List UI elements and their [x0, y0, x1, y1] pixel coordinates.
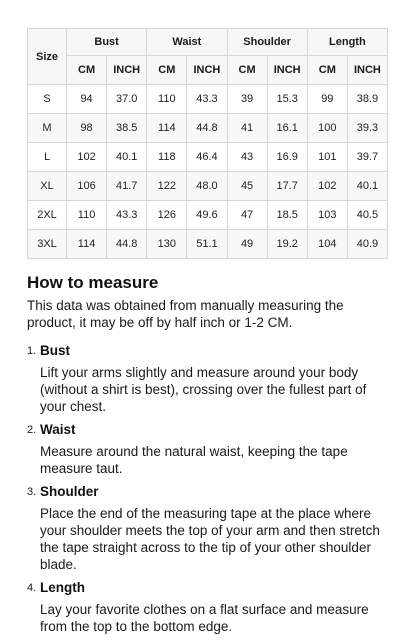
value-cell: 43.3 [187, 85, 227, 114]
value-cell: 106 [67, 172, 107, 201]
unit-header: CM [67, 56, 107, 85]
value-cell: 40.1 [107, 143, 147, 172]
unit-header: CM [147, 56, 187, 85]
value-cell: 100 [307, 114, 347, 143]
measure-steps-list [27, 342, 392, 635]
size-cell: XL [28, 172, 67, 201]
table-row [28, 230, 388, 259]
step-title: Bust [40, 343, 70, 358]
step-description: Place the end of the measuring tape at the place where your shoulder meets the top of your arm and then stretch the tape straight across to the tip of your other shoulder blade. [40, 506, 380, 572]
value-cell: 40.5 [347, 201, 387, 230]
value-cell: 40.1 [347, 172, 387, 201]
value-cell: 18.5 [267, 201, 307, 230]
value-cell: 114 [147, 114, 187, 143]
value-cell: 17.7 [267, 172, 307, 201]
step-title: Waist [40, 422, 76, 437]
list-item [27, 483, 392, 573]
value-cell: 41 [227, 114, 267, 143]
value-cell: 16.9 [267, 143, 307, 172]
value-cell: 38.9 [347, 85, 387, 114]
size-cell: S [28, 85, 67, 114]
step-number: 4. [27, 582, 37, 594]
value-cell: 39.3 [347, 114, 387, 143]
value-cell: 51.1 [187, 230, 227, 259]
waist-group-header: Waist [147, 29, 227, 56]
table-row [28, 114, 388, 143]
size-chart-table [27, 28, 388, 259]
value-cell: 39.7 [347, 143, 387, 172]
unit-header: INCH [347, 56, 387, 85]
value-cell: 44.8 [107, 230, 147, 259]
value-cell: 38.5 [107, 114, 147, 143]
step-title: Shoulder [40, 484, 99, 499]
length-group-header: Length [307, 29, 387, 56]
step-description: Lay your favorite clothes on a flat surface and measure from the top to the bottom edge. [40, 602, 369, 634]
table-row [28, 172, 388, 201]
step-description: Lift your arms slightly and measure around your body (without a shirt is best), crossing over the fullest part of your chest. [40, 365, 367, 414]
table-row [28, 201, 388, 230]
value-cell: 41.7 [107, 172, 147, 201]
size-column-header: Size [28, 29, 67, 85]
value-cell: 122 [147, 172, 187, 201]
value-cell: 98 [67, 114, 107, 143]
value-cell: 43.3 [107, 201, 147, 230]
shoulder-group-header: Shoulder [227, 29, 307, 56]
value-cell: 37.0 [107, 85, 147, 114]
value-cell: 44.8 [187, 114, 227, 143]
unit-header: CM [307, 56, 347, 85]
value-cell: 45 [227, 172, 267, 201]
size-cell: M [28, 114, 67, 143]
value-cell: 102 [67, 143, 107, 172]
value-cell: 15.3 [267, 85, 307, 114]
value-cell: 94 [67, 85, 107, 114]
value-cell: 39 [227, 85, 267, 114]
size-cell: 2XL [28, 201, 67, 230]
value-cell: 49 [227, 230, 267, 259]
value-cell: 43 [227, 143, 267, 172]
value-cell: 103 [307, 201, 347, 230]
value-cell: 110 [67, 201, 107, 230]
how-to-measure-section [27, 272, 392, 641]
unit-header-row [28, 56, 388, 85]
unit-header: INCH [187, 56, 227, 85]
value-cell: 104 [307, 230, 347, 259]
section-title: How to measure [27, 273, 159, 292]
step-title: Length [40, 580, 85, 595]
value-cell: 130 [147, 230, 187, 259]
value-cell: 102 [307, 172, 347, 201]
value-cell: 47 [227, 201, 267, 230]
unit-header: CM [227, 56, 267, 85]
table-row [28, 85, 388, 114]
value-cell: 126 [147, 201, 187, 230]
value-cell: 49.6 [187, 201, 227, 230]
step-number: 3. [27, 486, 37, 498]
value-cell: 19.2 [267, 230, 307, 259]
size-cell: 3XL [28, 230, 67, 259]
value-cell: 46.4 [187, 143, 227, 172]
value-cell: 99 [307, 85, 347, 114]
value-cell: 114 [67, 230, 107, 259]
bust-group-header: Bust [67, 29, 147, 56]
list-item [27, 421, 392, 477]
intro-text: This data was obtained from manually measuring the product, it may be off by half inch or 1-2 CM. [27, 298, 344, 330]
value-cell: 16.1 [267, 114, 307, 143]
step-number: 1. [27, 345, 37, 357]
step-description: Measure around the natural waist, keeping the tape measure taut. [40, 444, 348, 476]
value-cell: 40.9 [347, 230, 387, 259]
step-number: 2. [27, 424, 37, 436]
value-cell: 48.0 [187, 172, 227, 201]
table-row [28, 143, 388, 172]
value-cell: 101 [307, 143, 347, 172]
unit-header: INCH [107, 56, 147, 85]
value-cell: 118 [147, 143, 187, 172]
group-header-row [28, 29, 388, 56]
list-item [27, 579, 392, 635]
value-cell: 110 [147, 85, 187, 114]
size-cell: L [28, 143, 67, 172]
unit-header: INCH [267, 56, 307, 85]
list-item [27, 342, 392, 415]
